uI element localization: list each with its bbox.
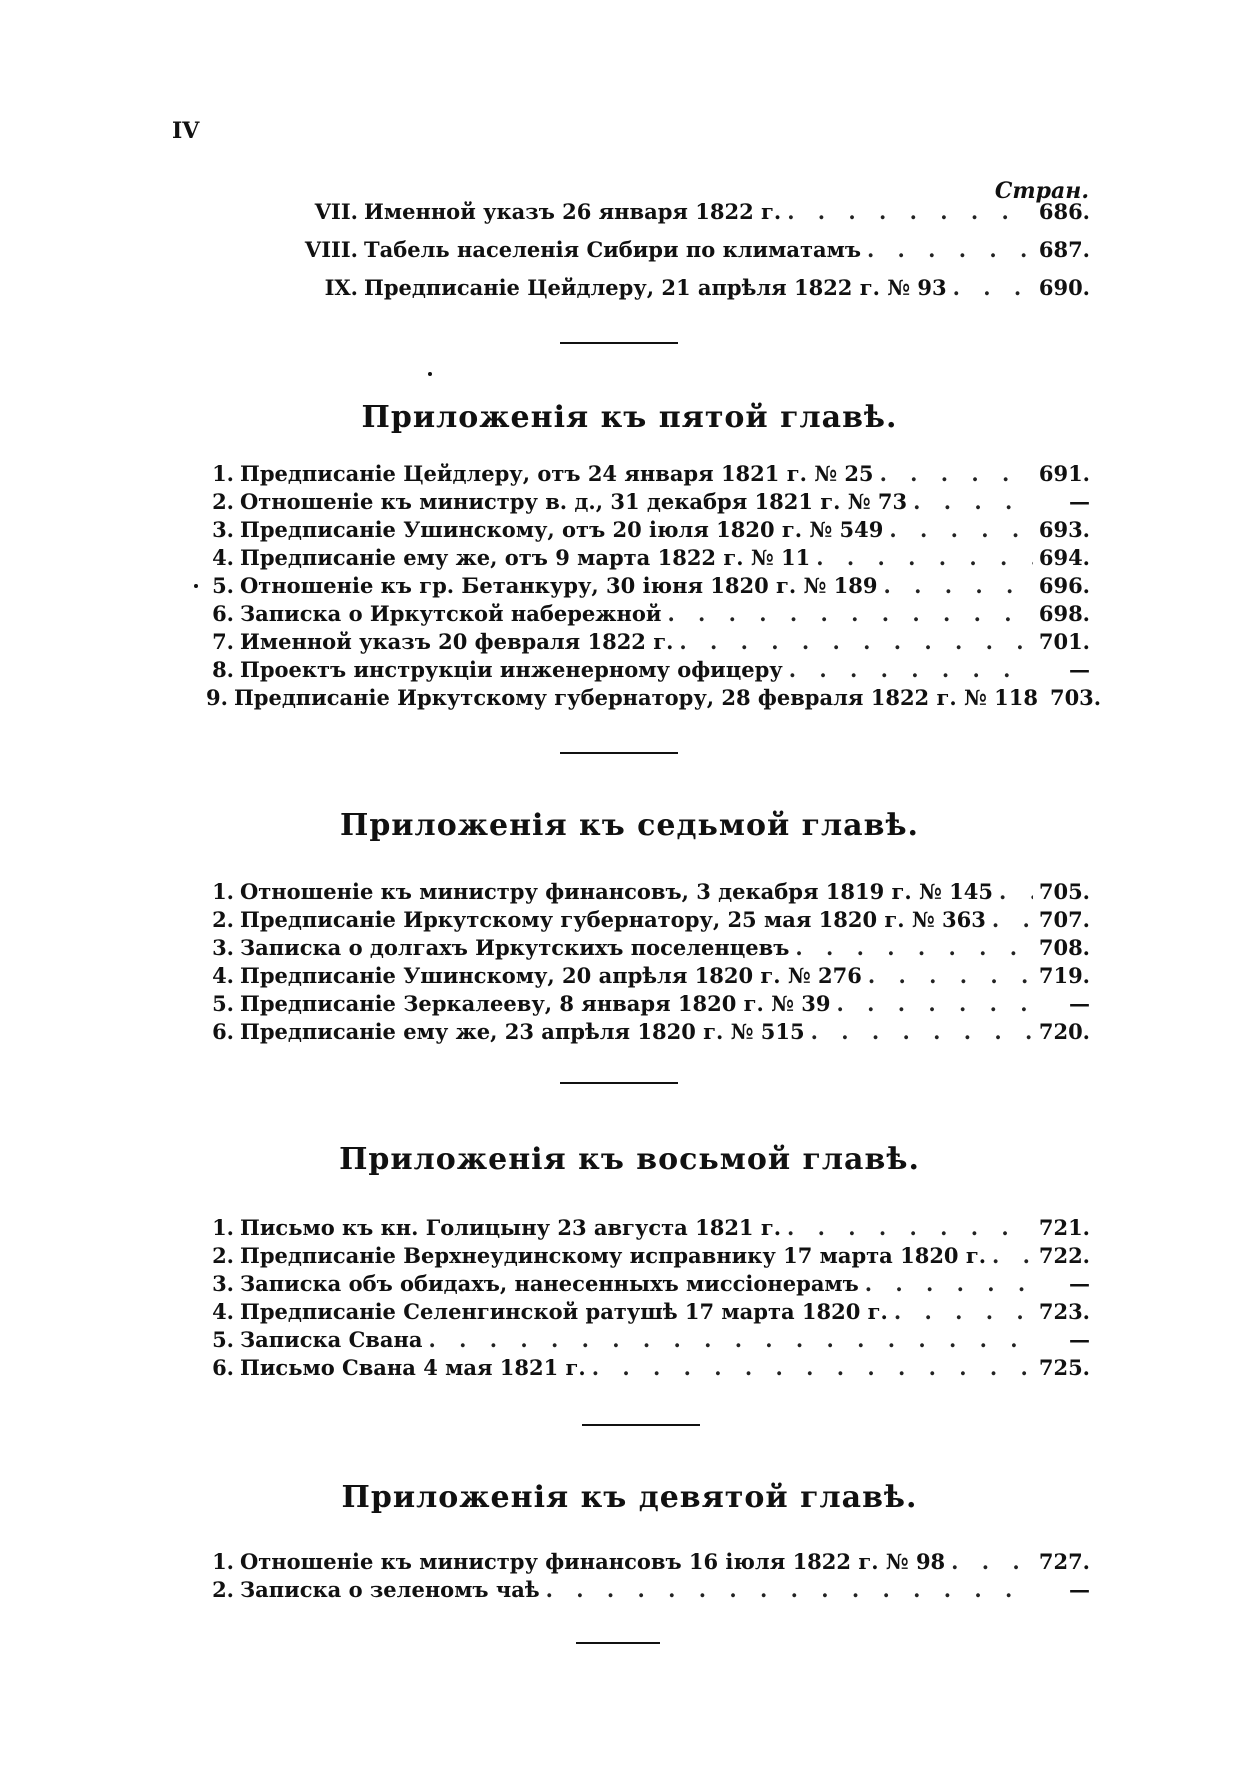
leader-dots <box>428 1326 1034 1354</box>
toc-entry <box>206 1576 1090 1604</box>
leader-dots <box>889 516 1032 544</box>
toc-entry <box>206 1298 1090 1326</box>
entry-title: Предписаніе ему же, отъ 9 марта 1822 г. № 11 <box>240 545 811 570</box>
entry-title: Записка Свана <box>240 1327 423 1352</box>
section-heading: Приложенія къ пятой главѣ. <box>361 400 898 435</box>
leader-dots <box>679 628 1032 656</box>
entry-number: IX. <box>324 275 358 300</box>
entry-page: 727. <box>1038 1549 1090 1574</box>
toc-entry <box>206 544 1090 572</box>
entry-page: 703. <box>1049 685 1102 710</box>
leader-dots <box>953 274 1033 302</box>
print-speck <box>428 372 432 376</box>
toc-entry <box>206 990 1090 1018</box>
entry-title: Записка о зеленомъ чаѣ <box>240 1577 540 1602</box>
entry-number: 3. <box>212 935 234 960</box>
toc-entry <box>206 572 1090 600</box>
leader-dots <box>867 236 1033 264</box>
entry-title: Записка о долгахъ Иркутскихъ поселенцевъ <box>240 935 790 960</box>
leader-dots <box>865 1270 1034 1298</box>
entry-title: Письмо къ кн. Голицыну 23 августа 1821 г. <box>240 1215 782 1240</box>
toc-entry <box>206 460 1090 488</box>
entry-title: Именной указъ 20 февраля 1822 г. <box>240 629 674 654</box>
entry-page: 725. <box>1038 1355 1090 1380</box>
entry-number: 1. <box>212 1549 234 1574</box>
entry-number: 4. <box>212 1299 234 1324</box>
entry-page: 698. <box>1038 601 1090 626</box>
toc-entry <box>206 488 1090 516</box>
section-divider <box>560 1082 678 1084</box>
toc-entry <box>206 906 1090 934</box>
entry-page: — <box>1069 1271 1090 1296</box>
toc-entry <box>206 1018 1090 1046</box>
entry-number: 9. <box>206 685 228 710</box>
leader-dots <box>787 1214 1033 1242</box>
entry-page: 722. <box>1038 1243 1090 1268</box>
entry-title: Предписаніе Цейдлеру, отъ 24 января 1821 г. № 25 <box>240 461 874 486</box>
entry-title: Именной указъ 26 января 1822 г. <box>364 199 782 224</box>
entry-title: Записка объ обидахъ, нанесенныхъ миссіонерамъ <box>240 1271 859 1296</box>
leader-dots <box>816 544 1033 572</box>
leader-dots <box>999 878 1033 906</box>
entry-page: — <box>1069 657 1090 682</box>
leader-dots <box>884 572 1033 600</box>
entry-page: 686. <box>1038 199 1090 224</box>
entry-title: Предписаніе Верхнеудинскому исправнику 17 марта 1820 г. <box>240 1243 987 1268</box>
entry-title: Проектъ инструкціи инженерному офицеру <box>240 657 783 682</box>
entry-number: 2. <box>212 1243 234 1268</box>
toc-entry <box>206 934 1090 962</box>
toc-entry <box>300 236 1090 264</box>
entry-page: 719. <box>1038 963 1090 988</box>
entry-number: 5. <box>212 991 234 1016</box>
toc-entry <box>206 656 1090 684</box>
section-divider <box>576 1642 660 1644</box>
entry-title: Предписаніе Зеркалееву, 8 января 1820 г. № 39 <box>240 991 831 1016</box>
entry-title: Предписаніе Ушинскому, отъ 20 іюля 1820 г. № 549 <box>240 517 884 542</box>
toc-entry <box>206 516 1090 544</box>
leader-dots <box>795 934 1032 962</box>
entry-title: Письмо Свана 4 мая 1821 г. <box>240 1355 586 1380</box>
entry-title: Предписаніе Иркутскому губернатору, 25 мая 1820 г. № 363 <box>240 907 986 932</box>
entry-number: 4. <box>212 545 234 570</box>
entry-title: Отношеніе къ гр. Бетанкуру, 30 іюня 1820 г. № 189 <box>240 573 878 598</box>
entry-number: 6. <box>212 1019 234 1044</box>
section-heading: Приложенія къ восьмой главѣ. <box>339 1142 920 1177</box>
entry-title: Предписаніе Цейдлеру, 21 апрѣля 1822 г. № 93 <box>364 275 947 300</box>
leader-dots <box>913 488 1034 516</box>
entry-page: 687. <box>1038 237 1090 262</box>
toc-entry <box>206 684 1102 712</box>
entry-page: 723. <box>1038 1299 1090 1324</box>
toc-entry <box>206 962 1090 990</box>
toc-entry <box>206 1270 1090 1298</box>
leader-dots <box>667 600 1032 628</box>
toc-entry <box>206 600 1090 628</box>
entry-number: 7. <box>212 629 234 654</box>
leader-dots <box>868 962 1033 990</box>
entry-title: Предписаніе Ушинскому, 20 апрѣля 1820 г. № 276 <box>240 963 862 988</box>
entry-number: 3. <box>212 517 234 542</box>
toc-entry <box>206 628 1090 656</box>
entry-title: Отношеніе къ министру финансовъ, 3 декабря 1819 г. № 145 <box>240 879 993 904</box>
section-divider <box>560 342 678 344</box>
section-divider <box>560 752 678 754</box>
entry-number: 2. <box>212 1577 234 1602</box>
entry-number: VIII. <box>304 237 358 262</box>
toc-entry <box>206 1214 1090 1242</box>
leader-dots <box>837 990 1034 1018</box>
entry-title: Отношеніе къ министру в. д., 31 декабря 1821 г. № 73 <box>240 489 908 514</box>
entry-number: 5. <box>212 573 234 598</box>
entry-page: 721. <box>1038 1215 1090 1240</box>
entry-page: — <box>1069 991 1090 1016</box>
leader-dots <box>880 460 1033 488</box>
entry-title: Отношеніе къ министру финансовъ 16 іюля 1822 г. № 98 <box>240 1549 946 1574</box>
toc-entry <box>206 1242 1090 1270</box>
toc-entry <box>206 1326 1090 1354</box>
entry-page: 693. <box>1038 517 1090 542</box>
entry-title: Предписаніе Селенгинской ратушѣ 17 марта 1820 г. <box>240 1299 888 1324</box>
page-column-header: Стран. <box>994 178 1089 204</box>
leader-dots <box>951 1548 1033 1576</box>
leader-dots <box>992 1242 1033 1270</box>
entry-number: 3. <box>212 1271 234 1296</box>
entry-number: 6. <box>212 1355 234 1380</box>
entry-number: VII. <box>314 199 358 224</box>
entry-number: 5. <box>212 1327 234 1352</box>
section-heading: Приложенія къ седьмой главѣ. <box>339 808 919 843</box>
leader-dots <box>789 656 1034 684</box>
toc-entry <box>300 274 1090 302</box>
entry-number: 1. <box>212 461 234 486</box>
entry-page: 707. <box>1038 907 1090 932</box>
entry-page: 705. <box>1038 879 1090 904</box>
entry-number: 2. <box>212 907 234 932</box>
entry-number: 8. <box>212 657 234 682</box>
toc-entry <box>300 198 1090 226</box>
entry-page: 690. <box>1038 275 1090 300</box>
leader-dots <box>894 1298 1033 1326</box>
entry-number: 1. <box>212 879 234 904</box>
entry-number: 1. <box>212 1215 234 1240</box>
entry-page: 696. <box>1038 573 1090 598</box>
entry-page: 694. <box>1038 545 1090 570</box>
entry-page: 708. <box>1038 935 1090 960</box>
page-number: IV <box>172 118 200 144</box>
entry-page: — <box>1069 1327 1090 1352</box>
entry-title: Предписаніе ему же, 23 апрѣля 1820 г. № 515 <box>240 1019 805 1044</box>
print-speck <box>194 584 198 588</box>
leader-dots <box>992 906 1033 934</box>
entry-number: 6. <box>212 601 234 626</box>
toc-entry <box>206 1548 1090 1576</box>
entry-page: 720. <box>1038 1019 1090 1044</box>
entry-number: 4. <box>212 963 234 988</box>
leader-dots <box>787 198 1033 226</box>
leader-dots <box>546 1576 1034 1604</box>
entry-page: — <box>1069 489 1090 514</box>
section-divider <box>582 1424 700 1426</box>
entry-number: 2. <box>212 489 234 514</box>
entry-title: Записка о Иркутской набережной <box>240 601 662 626</box>
entry-page: — <box>1069 1577 1090 1602</box>
leader-dots <box>592 1354 1033 1382</box>
entry-page: 691. <box>1038 461 1090 486</box>
entry-page: 701. <box>1038 629 1090 654</box>
leader-dots <box>811 1018 1033 1046</box>
entry-title: Табель населенія Сибири по климатамъ <box>364 237 861 262</box>
toc-entry <box>206 878 1090 906</box>
section-heading: Приложенія къ девятой главѣ. <box>341 1480 918 1515</box>
entry-title: Предписаніе Иркутскому губернатору, 28 февраля 1822 г. № 118 <box>233 685 1038 710</box>
toc-entry <box>206 1354 1090 1382</box>
